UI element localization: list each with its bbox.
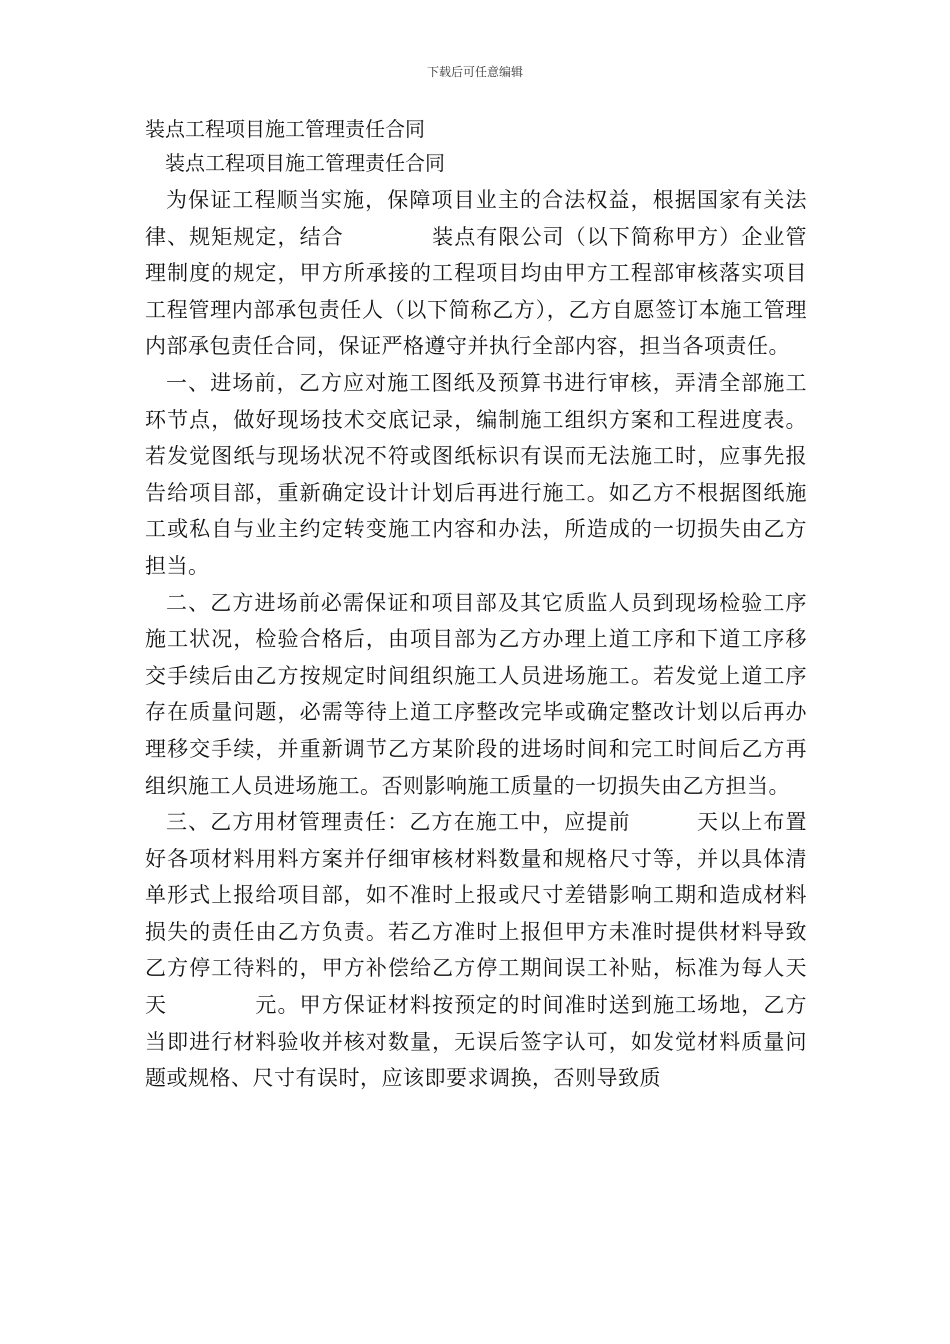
paragraph-intro: 为保证工程顺当实施，保障项目业主的合法权益，根据国家有关法律、规矩规定，结合 装点有限公司（以下简称甲方）企业管理制度的规定，甲方所承接的工程项目均由甲方工程部审核落实项目工程管理内部承包责任人（以下简称乙方），乙方自愿签订本施工管理内部承包责任合同，保证严格遵守并执行全部内容，担当各项责任。 [145,188,807,359]
document-subtitle: 装点工程项目施工管理责任合同 [165,151,445,175]
paragraph-clause-2: 二、乙方进场前必需保证和项目部及其它质监人员到现场检验工序施工状况，检验合格后，由项目部为乙方办理上道工序和下道工序移交手续后由乙方按规定时间组织施工人员进场施工。若发觉上道工序存在质量问题，必需等待上道工序整改完毕或确定整改计划以后再办理移交手续，并重新调节乙方某阶段的进场时间和完工时间后乙方再组织施工人员进场施工。否则影响施工质量的一切损失由乙方担当。 [145,590,807,798]
page-header-note: 下载后可任意编辑 [426,65,523,79]
paragraph-clause-1: 一、进场前，乙方应对施工图纸及预算书进行审核，弄清全部施工环节点，做好现场技术交底记录，编制施工组织方案和工程进度表。若发觉图纸与现场状况不符或图纸标识有误而无法施工时，应事先报告给项目部，重新确定设计计划后再进行施工。如乙方不根据图纸施工或私自与业主约定转变施工内容和办法，所造成的一切损失由乙方担当。 [145,370,807,578]
document-title: 装点工程项目施工管理责任合同 [145,117,425,141]
paragraph-clause-3: 三、乙方用材管理责任：乙方在施工中，应提前 天以上布置好各项材料用料方案并仔细审核材料数量和规格尺寸等，并以具体清单形式上报给项目部，如不准时上报或尺寸差错影响工期和造成材料损失的责任由乙方负责。若乙方准时上报但甲方未准时提供材料导致乙方停工待料的，甲方补偿给乙方停工期间误工补贴，标准为每人天天 元。甲方保证材料按预定的时间准时送到施工场地，乙方当即进行材料验收并核对数量，无误后签字认可，如发觉材料质量问题或规格、尺寸有误时，应该即要求调换，否则导致质 [145,810,807,1091]
document-body [145,112,807,1097]
